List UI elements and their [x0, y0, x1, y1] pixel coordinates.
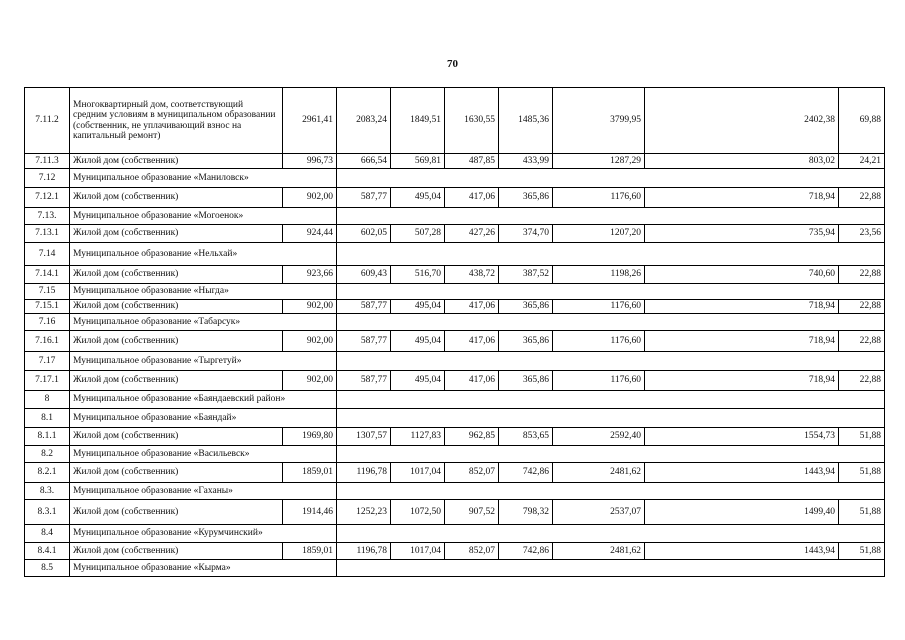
empty-cell — [337, 169, 885, 188]
value-cell: 742,86 — [499, 543, 553, 560]
row-code: 7.12.1 — [25, 188, 70, 208]
value-cell: 718,94 — [645, 331, 839, 352]
value-cell: 1849,51 — [391, 88, 445, 154]
row-code: 7.12 — [25, 169, 70, 188]
table-row — [25, 428, 885, 446]
value-cell: 740,60 — [645, 266, 839, 284]
empty-cell — [337, 314, 885, 331]
value-cell: 365,86 — [499, 371, 553, 391]
row-code: 7.16.1 — [25, 331, 70, 352]
section-header-row — [25, 391, 885, 409]
value-cell: 923,66 — [283, 266, 337, 284]
row-code: 8.1 — [25, 409, 70, 428]
value-cell: 438,72 — [445, 266, 499, 284]
row-code: 8.2.1 — [25, 463, 70, 483]
value-cell: 433,99 — [499, 154, 553, 169]
table-row — [25, 300, 885, 314]
table-row — [25, 463, 885, 483]
value-cell: 365,86 — [499, 300, 553, 314]
row-code: 7.17.1 — [25, 371, 70, 391]
empty-cell — [337, 560, 885, 577]
value-cell: 902,00 — [283, 188, 337, 208]
value-cell: 2592,40 — [553, 428, 645, 446]
section-header-row — [25, 409, 885, 428]
row-code: 8.5 — [25, 560, 70, 577]
row-name: Муниципальное образование «Табарсук» — [70, 314, 337, 331]
row-code: 7.11.2 — [25, 88, 70, 154]
value-cell: 1859,01 — [283, 463, 337, 483]
row-name: Муниципальное образование «Кырма» — [70, 560, 337, 577]
value-cell: 1127,83 — [391, 428, 445, 446]
value-cell: 962,85 — [445, 428, 499, 446]
value-cell: 902,00 — [283, 300, 337, 314]
row-name: Многоквартирный дом, соответствующий средним условиям в муниципальном образовании (собственник, не уплачивающий взнос на капитальный ремонт) — [70, 88, 283, 154]
row-name: Жилой дом (собственник) — [70, 154, 283, 169]
value-cell: 1307,57 — [337, 428, 391, 446]
value-cell: 1196,78 — [337, 543, 391, 560]
row-name: Жилой дом (собственник) — [70, 463, 283, 483]
empty-cell — [337, 409, 885, 428]
row-name: Муниципальное образование «Могоенок» — [70, 208, 337, 225]
value-cell: 1176,60 — [553, 371, 645, 391]
value-cell: 417,06 — [445, 371, 499, 391]
table-row — [25, 266, 885, 284]
table-row — [25, 225, 885, 243]
value-cell: 1499,40 — [645, 500, 839, 525]
value-cell: 374,70 — [499, 225, 553, 243]
row-name: Муниципальное образование «Курумчинский» — [70, 525, 337, 543]
value-cell: 487,85 — [445, 154, 499, 169]
value-cell: 2961,41 — [283, 88, 337, 154]
value-cell: 2083,24 — [337, 88, 391, 154]
value-cell: 495,04 — [391, 188, 445, 208]
value-cell: 1485,36 — [499, 88, 553, 154]
empty-cell — [337, 284, 885, 300]
value-cell: 1072,50 — [391, 500, 445, 525]
row-name: Жилой дом (собственник) — [70, 188, 283, 208]
empty-cell — [337, 483, 885, 500]
section-header-row — [25, 446, 885, 463]
value-cell: 427,26 — [445, 225, 499, 243]
value-cell: 507,28 — [391, 225, 445, 243]
row-name: Жилой дом (собственник) — [70, 543, 283, 560]
value-cell: 602,05 — [337, 225, 391, 243]
empty-cell — [337, 208, 885, 225]
value-cell: 718,94 — [645, 371, 839, 391]
value-cell: 22,88 — [839, 300, 885, 314]
row-code: 7.15.1 — [25, 300, 70, 314]
value-cell: 852,07 — [445, 543, 499, 560]
table-row — [25, 88, 885, 154]
value-cell: 495,04 — [391, 331, 445, 352]
empty-cell — [337, 525, 885, 543]
row-code: 7.13.1 — [25, 225, 70, 243]
value-cell: 417,06 — [445, 188, 499, 208]
table-row — [25, 331, 885, 352]
value-cell: 742,86 — [499, 463, 553, 483]
row-code: 8.4.1 — [25, 543, 70, 560]
row-code: 8 — [25, 391, 70, 409]
empty-cell — [337, 243, 885, 266]
table-row — [25, 154, 885, 169]
table-row — [25, 543, 885, 560]
value-cell: 1859,01 — [283, 543, 337, 560]
section-header-row — [25, 314, 885, 331]
value-cell: 1252,23 — [337, 500, 391, 525]
value-cell: 1196,78 — [337, 463, 391, 483]
value-cell: 718,94 — [645, 188, 839, 208]
row-name: Муниципальное образование «Тыргетуй» — [70, 352, 337, 371]
value-cell: 1554,73 — [645, 428, 839, 446]
row-name: Жилой дом (собственник) — [70, 300, 283, 314]
value-cell: 718,94 — [645, 300, 839, 314]
row-name: Жилой дом (собственник) — [70, 331, 283, 352]
row-name: Жилой дом (собственник) — [70, 371, 283, 391]
value-cell: 666,54 — [337, 154, 391, 169]
section-header-row — [25, 525, 885, 543]
row-code: 7.13. — [25, 208, 70, 225]
value-cell: 902,00 — [283, 371, 337, 391]
section-header-row — [25, 352, 885, 371]
row-name: Муниципальное образование «Ныгда» — [70, 284, 337, 300]
value-cell: 587,77 — [337, 331, 391, 352]
value-cell: 495,04 — [391, 300, 445, 314]
section-header-row — [25, 208, 885, 225]
row-name: Жилой дом (собственник) — [70, 266, 283, 284]
section-header-row — [25, 243, 885, 266]
value-cell: 587,77 — [337, 371, 391, 391]
row-code: 8.2 — [25, 446, 70, 463]
row-name: Жилой дом (собственник) — [70, 225, 283, 243]
value-cell: 902,00 — [283, 331, 337, 352]
value-cell: 924,44 — [283, 225, 337, 243]
empty-cell — [337, 391, 885, 409]
value-cell: 1443,94 — [645, 463, 839, 483]
row-name: Муниципальное образование «Баяндай» — [70, 409, 337, 428]
row-name: Муниципальное образование «Нельхай» — [70, 243, 337, 266]
value-cell: 2481,62 — [553, 463, 645, 483]
row-code: 7.16 — [25, 314, 70, 331]
value-cell: 996,73 — [283, 154, 337, 169]
row-code: 8.3.1 — [25, 500, 70, 525]
table-row — [25, 188, 885, 208]
value-cell: 1443,94 — [645, 543, 839, 560]
value-cell: 365,86 — [499, 331, 553, 352]
value-cell: 907,52 — [445, 500, 499, 525]
value-cell: 365,86 — [499, 188, 553, 208]
value-cell: 798,32 — [499, 500, 553, 525]
row-code: 7.14 — [25, 243, 70, 266]
row-name: Муниципальное образование «Васильевск» — [70, 446, 337, 463]
value-cell: 1914,46 — [283, 500, 337, 525]
value-cell: 2481,62 — [553, 543, 645, 560]
value-cell: 1969,80 — [283, 428, 337, 446]
value-cell: 69,88 — [839, 88, 885, 154]
row-name: Муниципальное образование «Маниловск» — [70, 169, 337, 188]
value-cell: 51,88 — [839, 463, 885, 483]
value-cell: 417,06 — [445, 331, 499, 352]
section-header-row — [25, 284, 885, 300]
row-code: 7.11.3 — [25, 154, 70, 169]
empty-cell — [337, 446, 885, 463]
section-header-row — [25, 169, 885, 188]
empty-cell — [337, 352, 885, 371]
value-cell: 1017,04 — [391, 463, 445, 483]
table-row — [25, 371, 885, 391]
row-name: Муниципальное образование «Гаханы» — [70, 483, 337, 500]
row-name: Жилой дом (собственник) — [70, 428, 283, 446]
value-cell: 1017,04 — [391, 543, 445, 560]
row-code: 7.15 — [25, 284, 70, 300]
value-cell: 1198,26 — [553, 266, 645, 284]
section-header-row — [25, 483, 885, 500]
value-cell: 3799,95 — [553, 88, 645, 154]
value-cell: 23,56 — [839, 225, 885, 243]
row-code: 8.1.1 — [25, 428, 70, 446]
value-cell: 1630,55 — [445, 88, 499, 154]
section-header-row — [25, 560, 885, 577]
row-code: 8.3. — [25, 483, 70, 500]
value-cell: 1207,20 — [553, 225, 645, 243]
value-cell: 853,65 — [499, 428, 553, 446]
value-cell: 24,21 — [839, 154, 885, 169]
row-name: Муниципальное образование «Баяндаевский район» — [70, 391, 337, 409]
value-cell: 1176,60 — [553, 188, 645, 208]
value-cell: 417,06 — [445, 300, 499, 314]
value-cell: 1176,60 — [553, 300, 645, 314]
row-name: Жилой дом (собственник) — [70, 500, 283, 525]
value-cell: 51,88 — [839, 543, 885, 560]
value-cell: 22,88 — [839, 371, 885, 391]
tariff-table — [24, 87, 885, 577]
value-cell: 569,81 — [391, 154, 445, 169]
value-cell: 609,43 — [337, 266, 391, 284]
value-cell: 22,88 — [839, 331, 885, 352]
value-cell: 2537,07 — [553, 500, 645, 525]
row-code: 8.4 — [25, 525, 70, 543]
value-cell: 387,52 — [499, 266, 553, 284]
value-cell: 803,02 — [645, 154, 839, 169]
value-cell: 587,77 — [337, 300, 391, 314]
value-cell: 51,88 — [839, 500, 885, 525]
page-number: 70 — [447, 58, 458, 70]
value-cell: 51,88 — [839, 428, 885, 446]
value-cell: 22,88 — [839, 266, 885, 284]
value-cell: 1176,60 — [553, 331, 645, 352]
row-code: 7.14.1 — [25, 266, 70, 284]
value-cell: 516,70 — [391, 266, 445, 284]
value-cell: 735,94 — [645, 225, 839, 243]
value-cell: 22,88 — [839, 188, 885, 208]
table-row — [25, 500, 885, 525]
row-code: 7.17 — [25, 352, 70, 371]
value-cell: 495,04 — [391, 371, 445, 391]
value-cell: 587,77 — [337, 188, 391, 208]
value-cell: 852,07 — [445, 463, 499, 483]
value-cell: 1287,29 — [553, 154, 645, 169]
value-cell: 2402,38 — [645, 88, 839, 154]
